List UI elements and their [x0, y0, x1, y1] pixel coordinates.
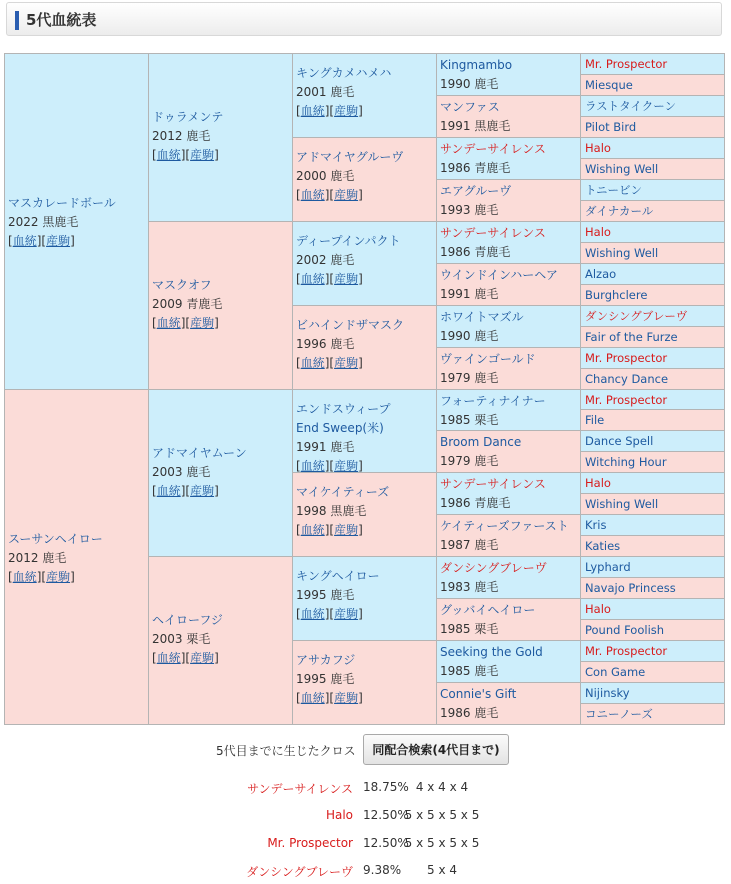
- coat-color: 鹿毛: [470, 371, 499, 385]
- progeny-link[interactable]: 産駒: [334, 104, 359, 118]
- horse-name-link[interactable]: Broom Dance: [440, 435, 522, 449]
- pedigree-cell-gen2: [148, 556, 293, 725]
- pedigree-link[interactable]: 血統: [300, 104, 325, 118]
- pedigree-cell-gen5: [580, 305, 725, 327]
- birth-year: 1986: [440, 161, 471, 175]
- horse-name-link[interactable]: マンファス: [440, 100, 500, 114]
- pedigree-cell-gen3: [292, 137, 437, 222]
- horse-name-link[interactable]: サンデーサイレンス: [440, 142, 546, 156]
- pedigree-cell-gen5: [580, 263, 725, 285]
- pedigree-cell-gen5: [580, 514, 725, 536]
- horse-name-link[interactable]: Mr. Prospector: [585, 644, 668, 658]
- birth-year-coat: [440, 452, 580, 471]
- pedigree-cell-gen5: [580, 535, 725, 557]
- birth-year-coat: [296, 83, 436, 102]
- birth-year: 1991: [296, 440, 327, 454]
- birth-year: 1996: [296, 337, 327, 351]
- birth-year: 1985: [440, 413, 471, 427]
- birth-year: 1986: [440, 245, 471, 259]
- birth-year: 1986: [440, 706, 471, 720]
- pedigree-cell-gen5: [580, 284, 725, 306]
- pedigree-links: [血統][産駒]: [152, 148, 219, 162]
- pedigree-links: [血統][産駒]: [152, 484, 219, 498]
- birth-year-coat: [440, 704, 580, 723]
- horse-name-link[interactable]: トニービン: [585, 183, 643, 197]
- pedigree-link[interactable]: 血統: [156, 148, 181, 162]
- cross-generations: 5 x 5 x 5 x 5: [404, 836, 480, 850]
- pedigree-cell-gen5: [580, 451, 725, 473]
- birth-year: 1979: [440, 454, 471, 468]
- birth-year: 2009: [152, 297, 183, 311]
- coat-color: 鹿毛: [470, 706, 499, 720]
- pedigree-cell-gen4: [436, 682, 581, 725]
- birth-year-coat: [152, 295, 292, 314]
- horse-name-link[interactable]: Mr. Prospector: [585, 393, 668, 407]
- coat-color: 黒鹿毛: [38, 215, 79, 229]
- birth-year-coat: [152, 463, 292, 482]
- coat-color: 鹿毛: [326, 253, 355, 267]
- header-accent-bar: [15, 11, 19, 30]
- coat-color: 鹿毛: [470, 287, 499, 301]
- coat-color: 鹿毛: [326, 337, 355, 351]
- horse-name-link[interactable]: Mr. Prospector: [585, 351, 668, 365]
- horse-name-link[interactable]: Connie's Gift: [440, 687, 517, 701]
- cross-percent: 18.75%: [363, 780, 409, 794]
- horse-name-link[interactable]: ケイティーズファースト: [440, 519, 569, 533]
- pedigree-link[interactable]: 血統: [12, 570, 37, 584]
- horse-name-link[interactable]: ヴァインゴールド: [440, 352, 536, 366]
- birth-year-coat: [440, 662, 580, 681]
- cross-percent: 12.50%: [363, 836, 409, 850]
- pedigree-cell-gen5: [580, 472, 725, 494]
- birth-year-coat: [440, 201, 580, 220]
- progeny-link[interactable]: 産駒: [190, 651, 215, 665]
- pedigree-cell-gen5: [580, 74, 725, 96]
- coat-color: 鹿毛: [326, 672, 355, 686]
- same-breeding-search-button[interactable]: 同配合検索(4代目まで): [363, 734, 509, 765]
- pedigree-cell-gen5: [580, 137, 725, 159]
- pedigree-cell-gen3: [292, 305, 437, 390]
- birth-year-coat: [152, 630, 292, 649]
- birth-year-coat: [8, 549, 148, 568]
- birth-year-coat: [440, 117, 580, 136]
- birth-year: 1995: [296, 588, 327, 602]
- birth-year: 1985: [440, 664, 471, 678]
- pedigree-cell-gen5: [580, 640, 725, 662]
- horse-name-link[interactable]: Witching Hour: [585, 455, 667, 469]
- birth-year: 2001: [296, 85, 327, 99]
- cross-horse-link[interactable]: サンデーサイレンス: [247, 782, 353, 796]
- horse-name-link[interactable]: Lyphard: [585, 560, 631, 574]
- pedigree-links: [血統][産駒]: [152, 651, 219, 665]
- birth-year: 1990: [440, 77, 471, 91]
- horse-name-link[interactable]: Alzao: [585, 267, 617, 281]
- pedigree-cell-gen4: [436, 53, 581, 96]
- progeny-link[interactable]: 産駒: [190, 316, 215, 330]
- cross-generations: 5 x 5 x 5 x 5: [404, 808, 480, 822]
- coat-color: 栗毛: [470, 413, 499, 427]
- pedigree-cell-gen5: [580, 95, 725, 117]
- progeny-link[interactable]: 産駒: [190, 484, 215, 498]
- coat-color: 鹿毛: [470, 580, 499, 594]
- horse-name-link[interactable]: Burghclere: [585, 288, 648, 302]
- pedigree-cell-gen1: [4, 53, 149, 390]
- pedigree-cell-gen5: [580, 116, 725, 138]
- pedigree-cell-gen1: [4, 389, 149, 725]
- pedigree-links: [血統][産駒]: [8, 570, 75, 584]
- horse-name-link[interactable]: Kris: [585, 518, 607, 532]
- pedigree-cell-gen5: [580, 493, 725, 515]
- horse-name-link[interactable]: フォーティナイナー: [440, 394, 546, 408]
- pedigree-cell-gen2: [148, 53, 293, 222]
- pedigree-cell-gen3: [292, 556, 437, 641]
- horse-name-link[interactable]: ダイナカール: [585, 204, 654, 218]
- birth-year-coat: [440, 411, 580, 430]
- horse-name-link[interactable]: マスクオフ: [152, 278, 212, 292]
- coat-color: 青鹿毛: [182, 297, 223, 311]
- birth-year-coat: [296, 586, 436, 605]
- pedigree-cell-gen2: [148, 389, 293, 557]
- horse-name-link[interactable]: ヘイローフジ: [152, 613, 223, 627]
- horse-name-link[interactable]: File: [585, 413, 605, 427]
- pedigree-cell-gen5: [580, 430, 725, 452]
- cross-row: [0, 836, 731, 856]
- horse-name-link[interactable]: Pilot Bird: [585, 120, 637, 134]
- birth-year: 2000: [296, 169, 327, 183]
- pedigree-link[interactable]: 血統: [156, 651, 181, 665]
- pedigree-cell-gen4: [436, 598, 581, 641]
- birth-year: 2002: [296, 253, 327, 267]
- horse-alt-name-link[interactable]: End Sweep(米): [296, 421, 384, 435]
- birth-year-coat: [440, 536, 580, 555]
- pedigree-cell-gen5: [580, 389, 725, 410]
- pedigree-links: [血統][産駒]: [296, 272, 363, 286]
- horse-name-link[interactable]: コニーノーズ: [585, 707, 653, 721]
- birth-year: 1993: [440, 203, 471, 217]
- pedigree-cell-gen4: [436, 556, 581, 599]
- pedigree-cell-gen4: [436, 347, 581, 390]
- horse-name-link[interactable]: Nijinsky: [585, 686, 630, 700]
- progeny-link[interactable]: 産駒: [190, 148, 215, 162]
- section-header: [6, 2, 722, 36]
- pedigree-cell-gen5: [580, 200, 725, 222]
- birth-year-coat: [440, 285, 580, 304]
- birth-year-coat: [296, 438, 436, 457]
- horse-name-link[interactable]: Navajo Princess: [585, 581, 676, 595]
- pedigree-cell-gen5: [580, 409, 725, 431]
- horse-name-link[interactable]: Seeking the Gold: [440, 645, 543, 659]
- progeny-link[interactable]: 産駒: [334, 691, 359, 705]
- pedigree-cell-gen5: [580, 221, 725, 243]
- horse-name-link[interactable]: アドマイヤムーン: [152, 446, 247, 460]
- cross-row: [0, 808, 731, 828]
- birth-year: 1979: [440, 371, 471, 385]
- pedigree-cell-gen5: [580, 556, 725, 578]
- horse-name-link[interactable]: マイケイティーズ: [296, 485, 390, 499]
- pedigree-cell-gen4: [436, 179, 581, 222]
- horse-name-link[interactable]: アドマイヤグルーヴ: [296, 150, 404, 164]
- pedigree-cell-gen4: [436, 137, 581, 180]
- coat-color: 栗毛: [470, 622, 499, 636]
- horse-name-link[interactable]: Halo: [585, 476, 611, 490]
- pedigree-cell-gen5: [580, 577, 725, 599]
- cross-percent: 12.50%: [363, 808, 409, 822]
- cross-horse-link[interactable]: ダンシングブレーヴ: [246, 865, 353, 879]
- progeny-link[interactable]: 産駒: [46, 570, 71, 584]
- horse-name-link[interactable]: Miesque: [585, 78, 633, 92]
- pedigree-cell-gen4: [436, 221, 581, 264]
- birth-year: 1990: [440, 329, 471, 343]
- pedigree-cell-gen5: [580, 53, 725, 75]
- birth-year: 1991: [440, 119, 471, 133]
- horse-name-link[interactable]: サンデーサイレンス: [440, 226, 546, 240]
- pedigree-cell-gen5: [580, 242, 725, 264]
- horse-name-link[interactable]: Con Game: [585, 665, 646, 679]
- horse-name-link[interactable]: Wishing Well: [585, 497, 659, 511]
- progeny-link[interactable]: 産駒: [334, 356, 359, 370]
- pedigree-link[interactable]: 血統: [300, 459, 325, 473]
- birth-year: 1986: [440, 496, 471, 510]
- birth-year: 2003: [152, 632, 183, 646]
- horse-name-link[interactable]: Fair of the Furze: [585, 330, 678, 344]
- coat-color: 青鹿毛: [470, 245, 511, 259]
- horse-name-link[interactable]: ラストタイクーン: [585, 99, 676, 113]
- coat-color: 栗毛: [182, 632, 211, 646]
- horse-name-link[interactable]: Kingmambo: [440, 58, 513, 72]
- horse-name-link[interactable]: スーサンヘイロー: [8, 532, 103, 546]
- birth-year: 2012: [152, 129, 183, 143]
- pedigree-cell-gen5: [580, 598, 725, 620]
- horse-name-link[interactable]: アサカフジ: [296, 653, 356, 667]
- coat-color: 鹿毛: [470, 77, 499, 91]
- coat-color: 鹿毛: [470, 454, 499, 468]
- birth-year-coat: [296, 251, 436, 270]
- pedigree-cell-gen5: [580, 682, 725, 704]
- coat-color: 鹿毛: [326, 440, 355, 454]
- pedigree-cell-gen5: [580, 179, 725, 201]
- pedigree-cell-gen4: [436, 640, 581, 683]
- birth-year-coat: [440, 578, 580, 597]
- birth-year: 2003: [152, 465, 183, 479]
- pedigree-links: [血統][産駒]: [296, 188, 363, 202]
- coat-color: 青鹿毛: [470, 161, 511, 175]
- coat-color: 鹿毛: [182, 465, 211, 479]
- coat-color: 鹿毛: [326, 85, 355, 99]
- horse-name-link[interactable]: Katies: [585, 539, 621, 553]
- pedigree-cell-gen3: [292, 640, 437, 725]
- birth-year-coat: [296, 167, 436, 186]
- birth-year-coat: [440, 494, 580, 513]
- coat-color: 鹿毛: [470, 329, 499, 343]
- pedigree-cell-gen4: [436, 514, 581, 557]
- pedigree-links: [血統][産駒]: [296, 691, 363, 705]
- pedigree-cell-gen4: [436, 389, 581, 431]
- pedigree-links: [血統][産駒]: [296, 356, 363, 370]
- pedigree-links: [血統][産駒]: [152, 316, 219, 330]
- birth-year-coat: [440, 327, 580, 346]
- pedigree-cell-gen4: [436, 305, 581, 348]
- coat-color: 鹿毛: [182, 129, 211, 143]
- pedigree-cell-gen5: [580, 347, 725, 369]
- progeny-link[interactable]: 産駒: [334, 188, 359, 202]
- coat-color: 鹿毛: [470, 203, 499, 217]
- pedigree-cell-gen3: [292, 53, 437, 138]
- horse-name-link[interactable]: Wishing Well: [585, 162, 659, 176]
- horse-name-link[interactable]: ホワイトマズル: [440, 310, 524, 324]
- horse-name-link[interactable]: Halo: [585, 225, 611, 239]
- cross-percent: 9.38%: [363, 863, 402, 877]
- progeny-link[interactable]: 産駒: [334, 523, 359, 537]
- birth-year-coat: [440, 620, 580, 639]
- horse-name-link[interactable]: グッバイヘイロー: [440, 603, 536, 617]
- pedigree-link[interactable]: 血統: [156, 484, 181, 498]
- pedigree-cell-gen3: [292, 472, 437, 557]
- birth-year: 1985: [440, 622, 471, 636]
- horse-name-link[interactable]: エンドスウィープ: [296, 402, 391, 416]
- pedigree-links: [血統][産駒]: [296, 459, 363, 473]
- progeny-link[interactable]: 産駒: [334, 607, 359, 621]
- pedigree-cell-gen4: [436, 263, 581, 306]
- pedigree-link[interactable]: 血統: [300, 607, 325, 621]
- coat-color: 黒鹿毛: [470, 119, 511, 133]
- coat-color: 黒鹿毛: [326, 504, 367, 518]
- pedigree-links: [血統][産駒]: [296, 104, 363, 118]
- pedigree-link[interactable]: 血統: [12, 234, 37, 248]
- pedigree-cell-gen2: [148, 221, 293, 390]
- birth-year: 2012: [8, 551, 39, 565]
- horse-name-link[interactable]: ドゥラメンテ: [152, 110, 224, 124]
- cross-horse-link[interactable]: Mr. Prospector: [267, 836, 353, 850]
- pedigree-cell-gen5: [580, 661, 725, 683]
- birth-year-coat: [440, 369, 580, 388]
- pedigree-cell-gen4: [436, 430, 581, 473]
- horse-name-link[interactable]: ビハインドザマスク: [296, 318, 405, 332]
- horse-name-link[interactable]: ディープインパクト: [296, 234, 401, 248]
- cross-horse-link[interactable]: Halo: [325, 808, 353, 822]
- pedigree-cell-gen5: [580, 619, 725, 641]
- horse-name-link[interactable]: マスカレードボール: [8, 196, 116, 210]
- horse-name-link[interactable]: Wishing Well: [585, 246, 659, 260]
- pedigree-cell-gen5: [580, 368, 725, 390]
- birth-year-coat: [440, 75, 580, 94]
- pedigree-link[interactable]: 血統: [300, 272, 325, 286]
- birth-year: 2022: [8, 215, 39, 229]
- coat-color: 鹿毛: [326, 169, 355, 183]
- birth-year: 1995: [296, 672, 327, 686]
- pedigree-cell-gen5: [580, 703, 725, 725]
- pedigree-links: [血統][産駒]: [8, 234, 75, 248]
- progeny-link[interactable]: 産駒: [334, 272, 359, 286]
- pedigree-links: [血統][産駒]: [296, 607, 363, 621]
- coat-color: 鹿毛: [38, 551, 67, 565]
- horse-name-link[interactable]: ダンシングブレーヴ: [440, 561, 547, 575]
- progeny-link[interactable]: 産駒: [46, 234, 71, 248]
- horse-name-link[interactable]: ウインドインハーヘア: [440, 268, 558, 282]
- birth-year-coat: [296, 502, 436, 521]
- horse-name-link[interactable]: Pound Foolish: [585, 623, 665, 637]
- horse-name-link[interactable]: Dance Spell: [585, 434, 654, 448]
- horse-name-link[interactable]: ダンシングブレーヴ: [585, 309, 688, 323]
- pedigree-cell-gen3: [292, 389, 437, 473]
- birth-year-coat: [296, 335, 436, 354]
- cross-label: 5代目までに生じたクロス: [216, 744, 356, 758]
- progeny-link[interactable]: 産駒: [334, 459, 359, 473]
- pedigree-cell-gen4: [436, 95, 581, 138]
- pedigree-link[interactable]: 血統: [300, 356, 325, 370]
- birth-year-coat: [296, 670, 436, 689]
- birth-year: 1998: [296, 504, 327, 518]
- pedigree-link[interactable]: 血統: [156, 316, 181, 330]
- birth-year: 1987: [440, 538, 471, 552]
- birth-year-coat: [8, 213, 148, 232]
- cross-row: [0, 780, 731, 800]
- horse-name-link[interactable]: キングヘイロー: [296, 569, 380, 583]
- pedigree-cell-gen5: [580, 158, 725, 180]
- birth-year-coat: [440, 243, 580, 262]
- horse-name-link[interactable]: エアグルーヴ: [440, 184, 512, 198]
- pedigree-link[interactable]: 血統: [300, 188, 325, 202]
- birth-year-coat: [152, 127, 292, 146]
- coat-color: 鹿毛: [470, 538, 499, 552]
- pedigree-link[interactable]: 血統: [300, 691, 325, 705]
- birth-year: 1983: [440, 580, 471, 594]
- horse-name-link[interactable]: Chancy Dance: [585, 372, 669, 386]
- horse-name-link[interactable]: Halo: [585, 141, 611, 155]
- section-title: 5代血統表: [26, 11, 97, 29]
- pedigree-cell-gen3: [292, 221, 437, 306]
- horse-name-link[interactable]: Mr. Prospector: [585, 57, 668, 71]
- coat-color: 青鹿毛: [470, 496, 511, 510]
- horse-name-link[interactable]: サンデーサイレンス: [440, 477, 546, 491]
- horse-name-link[interactable]: Halo: [585, 602, 611, 616]
- coat-color: 鹿毛: [326, 588, 355, 602]
- pedigree-cell-gen4: [436, 472, 581, 515]
- cross-generations: 4 x 4 x 4: [415, 780, 469, 794]
- pedigree-links: [血統][産駒]: [296, 523, 363, 537]
- cross-row: [0, 863, 731, 883]
- horse-name-link[interactable]: キングカメハメハ: [296, 66, 392, 80]
- coat-color: 鹿毛: [470, 664, 499, 678]
- pedigree-cell-gen5: [580, 326, 725, 348]
- birth-year: 1991: [440, 287, 471, 301]
- cross-generations: 5 x 4: [427, 863, 457, 877]
- pedigree-link[interactable]: 血統: [300, 523, 325, 537]
- birth-year-coat: [440, 159, 580, 178]
